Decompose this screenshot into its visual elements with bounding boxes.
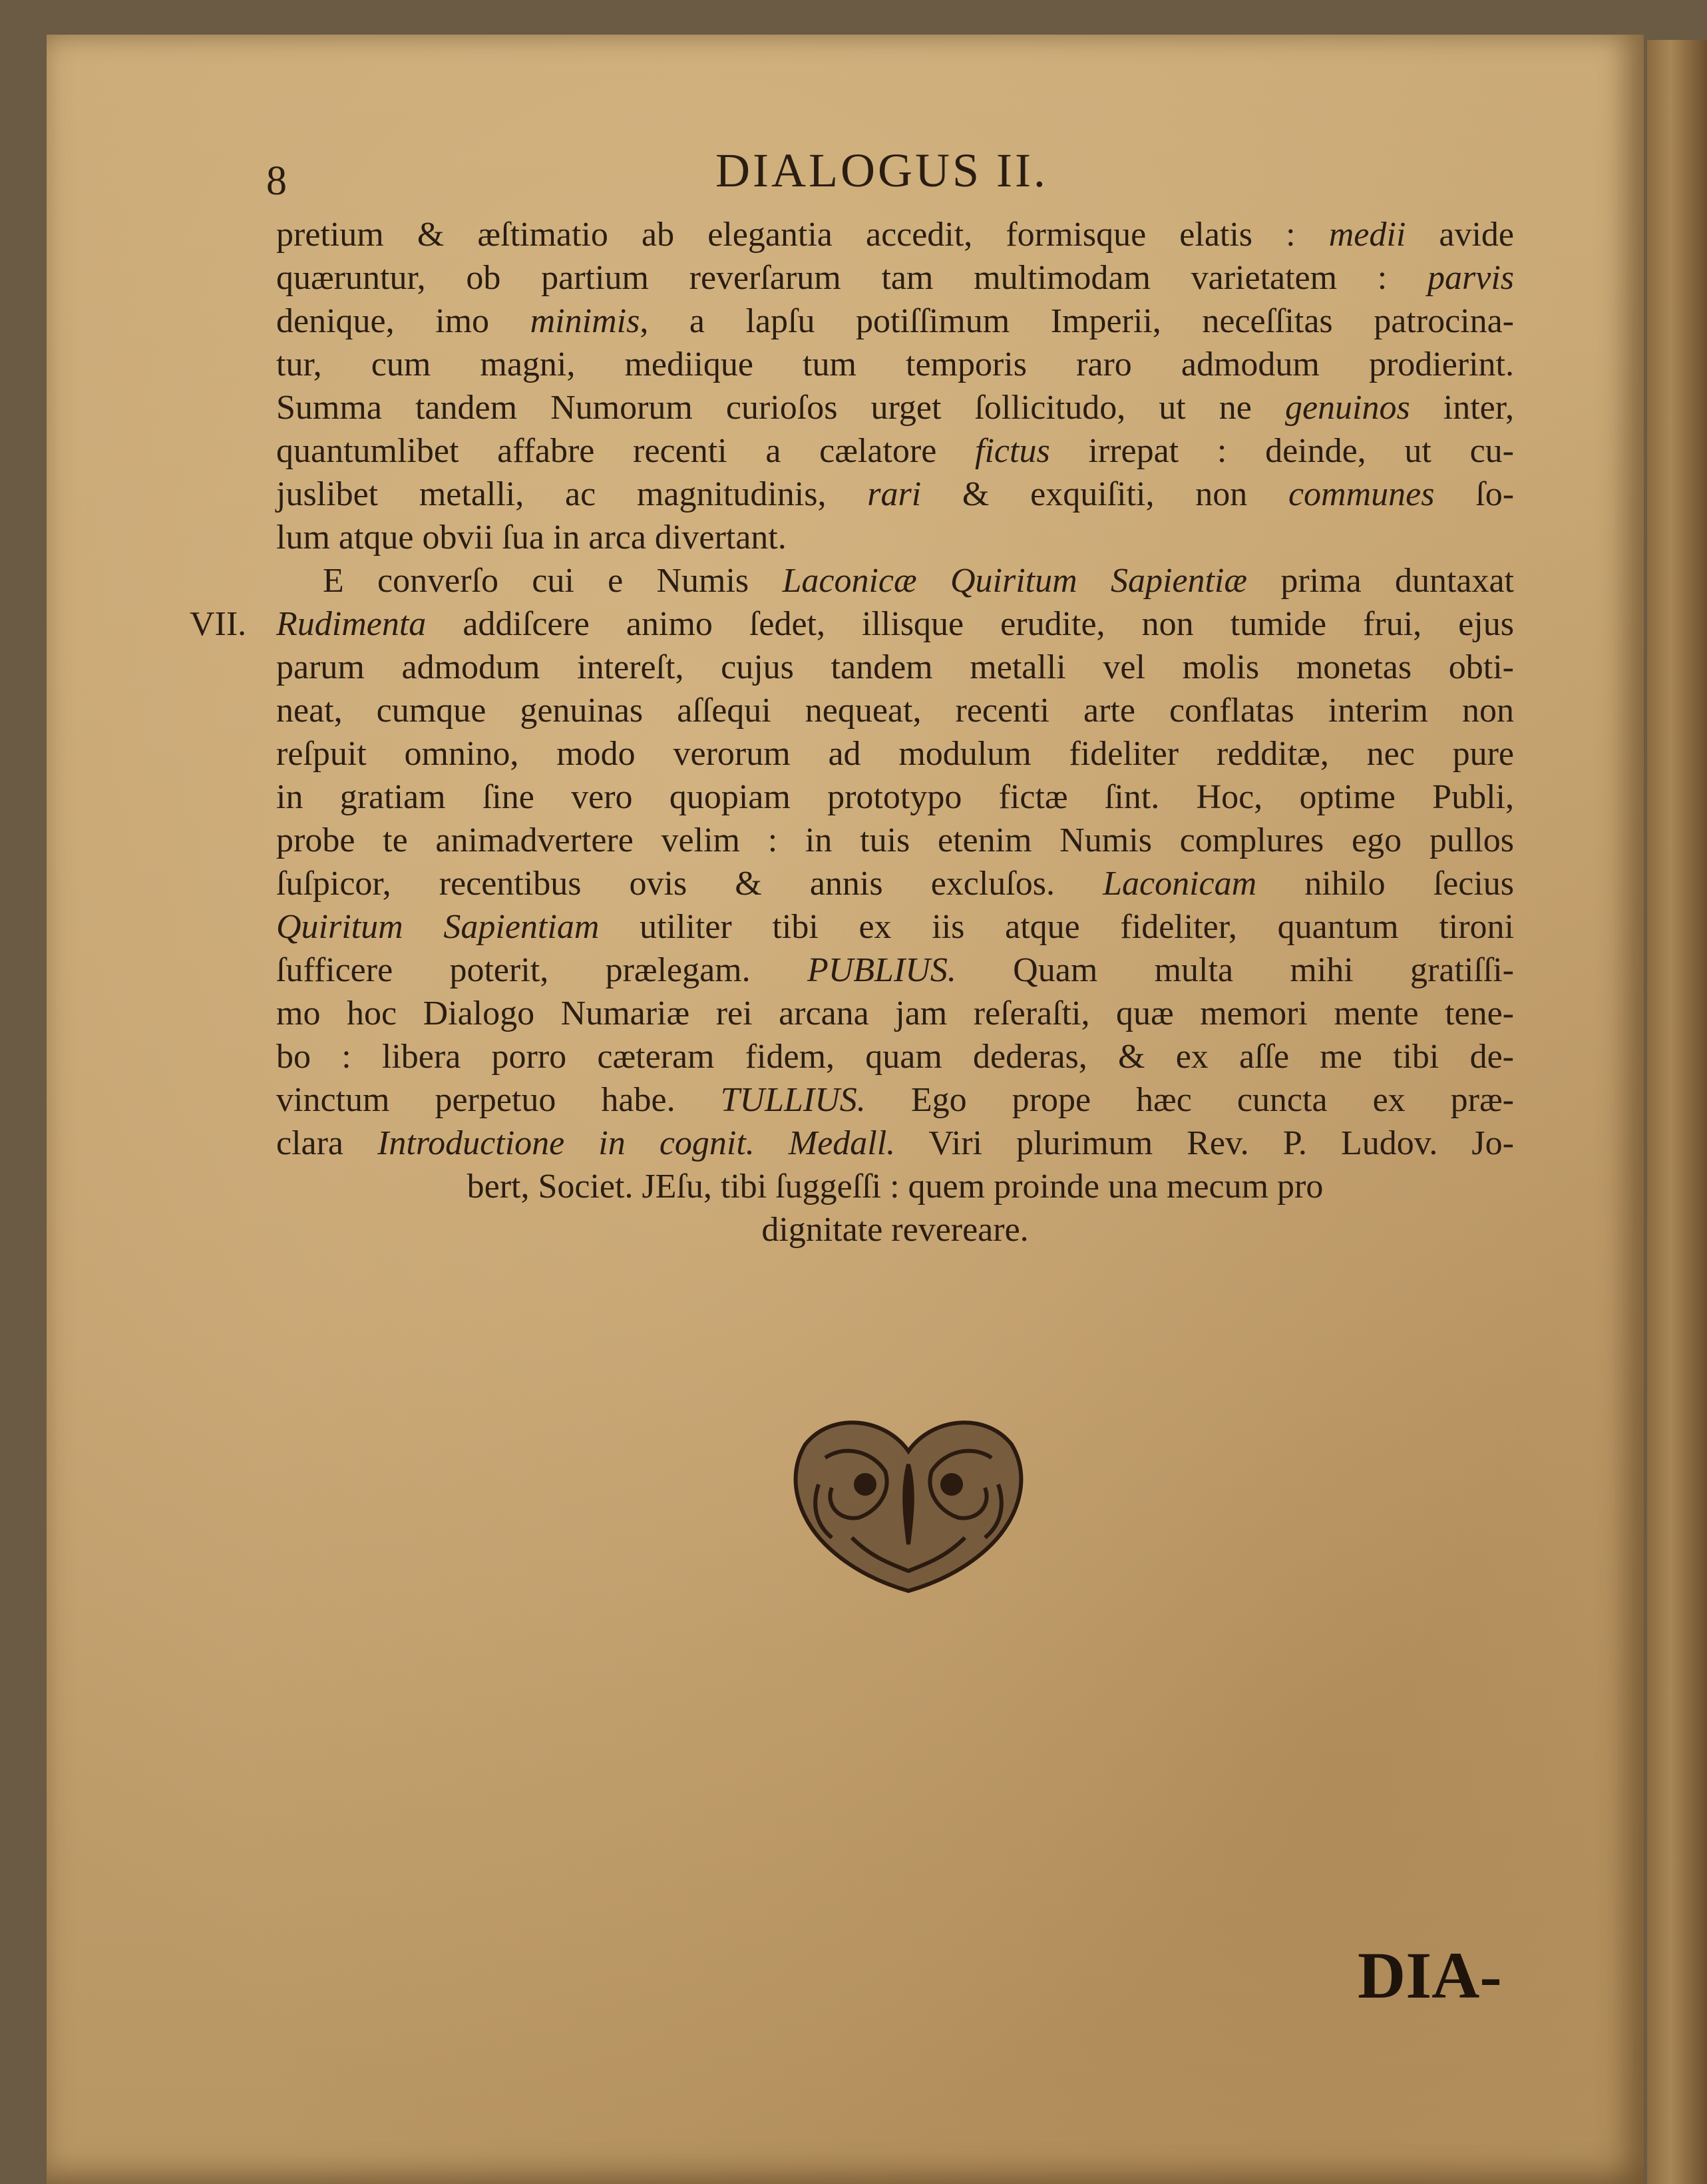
italic-text-segment: Rudimenta xyxy=(276,605,427,643)
body-text xyxy=(276,213,1514,1251)
italic-text-segment: genuinos xyxy=(1284,389,1410,427)
text-segment: quantumlibet affabre recenti a cælatore xyxy=(276,432,976,470)
text-segment: quæruntur, ob partium reverſarum tam multimodam varietatem : xyxy=(276,259,1427,297)
text-segment: in gratiam ſine vero quopiam prototypo fictæ ſint. Hoc, optime Publi, xyxy=(276,778,1514,816)
text-line xyxy=(276,429,1514,473)
text-line xyxy=(276,775,1514,819)
text-segment: tur, cum magni, mediique tum temporis raro admodum prodierint. xyxy=(276,345,1514,383)
italic-text-segment: Laconicam xyxy=(1103,865,1257,903)
text-segment: ſo- xyxy=(1434,475,1515,513)
running-title: DIALOGUS II. xyxy=(715,144,1048,197)
italic-text-segment: TULLIUS. xyxy=(720,1081,866,1119)
text-segment: Summa tandem Numorum curioſos urget ſollicitudo, ut ne xyxy=(276,389,1285,427)
text-line xyxy=(276,1208,1514,1251)
text-line xyxy=(276,1122,1514,1165)
italic-text-segment: fictus xyxy=(975,432,1050,470)
page-gutter xyxy=(1647,40,1707,2184)
text-segment: ſufficere poterit, prælegam. xyxy=(276,951,807,989)
text-segment: & exquiſiti, non xyxy=(921,475,1288,513)
text-line xyxy=(276,732,1514,775)
text-segment: reſpuit omnino, modo verorum ad modulum fideliter redditæ, nec pure xyxy=(276,735,1514,773)
italic-text-segment: Quiritum Sapientiam xyxy=(276,908,600,946)
page-number: 8 xyxy=(266,158,287,204)
text-segment: juslibet metalli, ac magnitudinis, xyxy=(276,475,868,513)
text-segment: utiliter tibi ex iis atque fideliter, quantum tironi xyxy=(599,908,1514,946)
text-segment: probe te animadvertere velim : in tuis etenim Numis complures ego pullos xyxy=(276,821,1514,859)
text-segment: lum atque obvii ſua in arca divertant. xyxy=(276,519,787,556)
text-line xyxy=(276,300,1514,343)
italic-text-segment: parvis xyxy=(1427,259,1514,297)
italic-text-segment: Laconicæ Quiritum Sapientiæ xyxy=(782,562,1248,600)
text-segment: ſuſpicor, recentibus ovis & annis excluſos. xyxy=(276,865,1103,903)
text-segment: bo : libera porro cæteram fidem, quam dederas, & ex aſſe me tibi de- xyxy=(276,1038,1514,1076)
text-line xyxy=(276,949,1514,992)
text-line xyxy=(276,646,1514,689)
text-segment: denique, imo xyxy=(276,302,530,340)
italic-text-segment: PUBLIUS. xyxy=(807,951,956,989)
ornament-vignette xyxy=(779,1405,1038,1594)
text-segment: bert, Societ. JEſu, tibi ſuggeſſi : quem proinde una mecum pro xyxy=(467,1168,1324,1205)
text-segment: Quam multa mihi gratiſſi- xyxy=(956,951,1515,989)
text-line xyxy=(276,689,1514,732)
italic-text-segment: minimis xyxy=(530,302,640,340)
italic-text-segment: medii xyxy=(1328,216,1406,254)
italic-text-segment: rari xyxy=(867,475,922,513)
text-line xyxy=(276,516,1514,559)
text-line xyxy=(276,343,1514,386)
text-segment: prima duntaxat xyxy=(1247,562,1514,600)
text-line xyxy=(276,1035,1514,1078)
text-segment: irrepat : deinde, ut cu- xyxy=(1049,432,1514,470)
paragraph-2 xyxy=(276,559,1514,1251)
section-marker: VII. xyxy=(190,605,247,643)
text-segment: addiſcere animo ſedet, illisque erudite, non tumide frui, ejus xyxy=(426,605,1514,643)
text-line xyxy=(276,213,1514,256)
text-segment: nihilo ſecius xyxy=(1256,865,1515,903)
text-segment: dignitate revereare. xyxy=(761,1211,1029,1249)
text-line xyxy=(276,473,1514,516)
text-line xyxy=(276,992,1514,1035)
italic-text-segment: Introductione in cognit. Medall. xyxy=(377,1124,896,1162)
text-line xyxy=(276,256,1514,300)
text-segment: E converſo cui e Numis xyxy=(323,562,783,600)
text-segment: clara xyxy=(276,1124,378,1162)
text-segment: Viri plurimum Rev. P. Ludov. Jo- xyxy=(895,1124,1514,1162)
text-segment: , a lapſu potiſſimum Imperii, neceſſitas patrocina- xyxy=(640,302,1514,340)
text-line xyxy=(276,559,1514,602)
text-line xyxy=(276,862,1514,905)
running-head xyxy=(0,143,1707,204)
text-line xyxy=(276,602,1514,646)
text-line xyxy=(276,386,1514,429)
text-segment: pretium & æſtimatio ab elegantia accedit, formisque elatis : xyxy=(276,216,1329,254)
text-line xyxy=(276,905,1514,949)
text-line xyxy=(276,1078,1514,1122)
paragraph-1 xyxy=(276,213,1514,559)
text-segment: avide xyxy=(1406,216,1514,254)
text-segment: inter, xyxy=(1410,389,1514,427)
text-segment: vinctum perpetuo habe. xyxy=(276,1081,721,1119)
text-line xyxy=(276,1165,1514,1208)
text-line xyxy=(276,819,1514,862)
catchword: DIA- xyxy=(1358,1938,1502,2012)
text-segment: mo hoc Dialogo Numariæ rei arcana jam reſeraſti, quæ memori mente tene- xyxy=(276,994,1514,1032)
italic-text-segment: communes xyxy=(1288,475,1435,513)
text-segment: neat, cumque genuinas aſſequi nequeat, recenti arte conflatas interim non xyxy=(276,692,1514,730)
text-segment: parum admodum intereſt, cujus tandem metalli vel molis monetas obti- xyxy=(276,648,1514,686)
text-segment: Ego prope hæc cuncta ex præ- xyxy=(865,1081,1514,1119)
